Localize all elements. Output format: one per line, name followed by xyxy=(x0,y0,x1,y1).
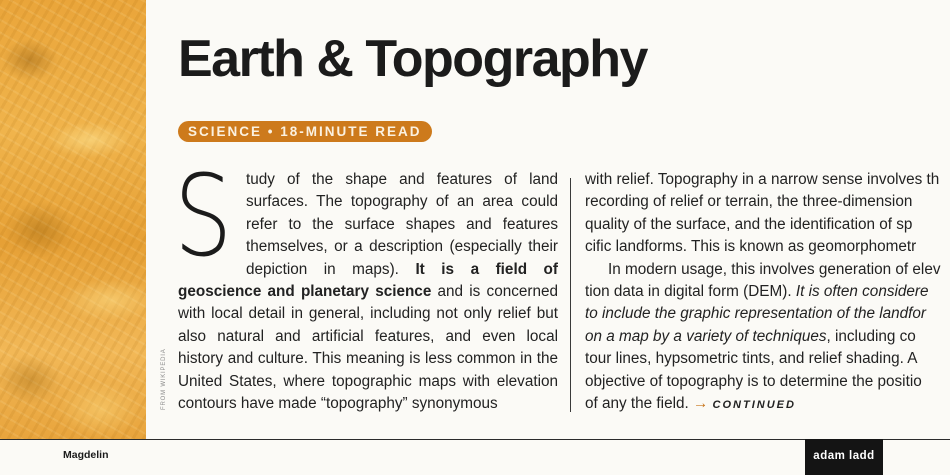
col2-italic: to include the graphic representation of the landfor xyxy=(585,305,927,323)
article-column-2 xyxy=(585,169,950,415)
article-column-1 xyxy=(174,152,558,415)
column-divider xyxy=(570,178,571,412)
col2-line: objective of topography is to determine the positio xyxy=(585,372,922,390)
footer-brand-badge: adam ladd xyxy=(805,439,883,475)
col2-line xyxy=(585,303,950,325)
col2-line: tour lines, hypsometric tints, and relief shading. A xyxy=(585,350,918,368)
topography-image xyxy=(0,0,146,440)
col2-line: cific landforms. This is known as geomorphometr xyxy=(585,238,917,256)
continued-arrow-icon: → xyxy=(693,394,709,412)
col2-line xyxy=(585,281,950,303)
col2-line: recording of relief or terrain, the three-dimension xyxy=(585,193,913,211)
footer-font-name: Magdelin xyxy=(63,449,109,461)
paragraph-1-bold: It is a field of geoscience and planetary science xyxy=(178,260,558,301)
paragraph-1 xyxy=(178,169,558,415)
article-title: Earth & Topography xyxy=(178,30,647,88)
col2-text: of any the field. xyxy=(585,394,693,412)
paragraph-1-text-b: and is concerned with local detail in general, including not only relief but also natural and artificial features, and even local history and culture. This meaning is less common in the United States, where topographic maps with elevation contours have made “topography” synonymous xyxy=(178,283,558,413)
col2-line: with relief. Topography in a narrow sense involves th xyxy=(585,171,940,188)
continued-link[interactable]: CONTINUED xyxy=(712,398,796,411)
paragraph-1-text-a: tudy of the shape and features of land surfaces. The topography of an area could refer to the surface shapes and features themselves, or a description (especially their depiction in maps). xyxy=(246,171,558,278)
col2-line: In modern usage, this involves generation of elev xyxy=(608,260,941,278)
col2-line: quality of the surface, and the identification of sp xyxy=(585,215,913,233)
col2-line xyxy=(585,326,950,348)
col2-italic: It is often considere xyxy=(795,282,929,300)
drop-cap: S xyxy=(174,152,233,282)
col2-line xyxy=(585,393,950,415)
category-tag: SCIENCE • 18-MINUTE READ xyxy=(178,121,432,142)
col2-text: tion data in digital form (DEM). xyxy=(585,282,796,300)
col2-text: , including co xyxy=(826,327,916,345)
col2-italic: on a map by a variety of techniques xyxy=(585,327,827,345)
image-credit: FROM WIKIPEDIA xyxy=(161,348,167,410)
